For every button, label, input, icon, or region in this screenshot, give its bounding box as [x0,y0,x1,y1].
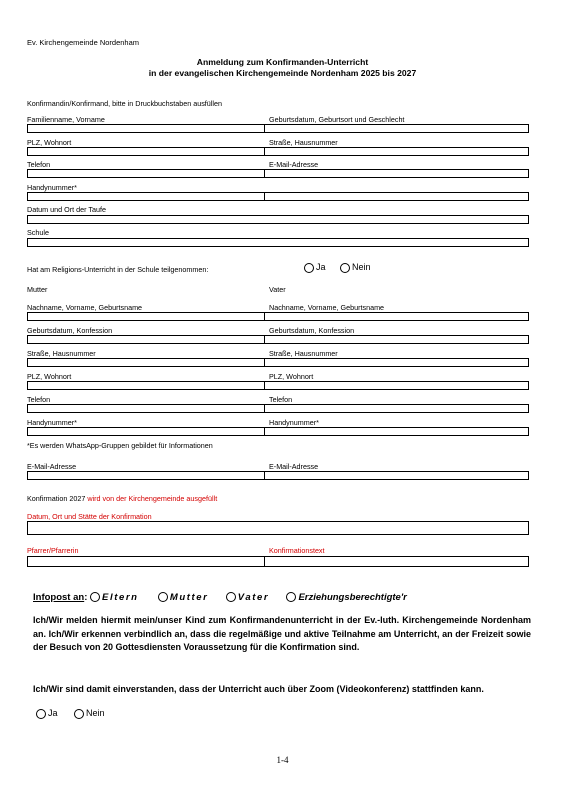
confirmation-heading [27,494,217,503]
radio-icon[interactable] [340,263,350,273]
father-street-label: Straße, Hausnummer [269,349,338,358]
whatsapp-note: *Es werden WhatsApp-Gruppen gebildet für Informationen [27,441,213,450]
radio-icon[interactable] [304,263,314,273]
father-phone-field[interactable] [264,404,529,413]
child-name-label: Familienname, Vorname [27,115,105,124]
father-mobile-field[interactable] [264,427,529,436]
child-city-field[interactable] [27,147,265,156]
religion-no-label: Nein [352,262,371,272]
father-email-label: E-Mail-Adresse [269,462,319,471]
mother-heading: Mutter [27,285,48,294]
confirmation-label: Konfirmation 2027 [27,494,86,503]
form-title-line1: Anmeldung zum Konfirmanden-Unterricht [196,57,369,67]
child-mobile-label: Handynummer* [27,183,77,192]
confirmation-text-field[interactable] [264,556,529,567]
child-birth-field[interactable] [264,124,529,133]
child-phone-field[interactable] [27,169,265,178]
zoom-consent-text: Ich/Wir sind damit einverstanden, dass der Unterricht auch über Zoom (Videokonferenz) stattfinden kann. [33,684,484,694]
child-mobile-field-right[interactable] [264,192,529,201]
mother-mobile-label: Handynummer* [27,418,77,427]
child-section-intro: Konfirmandin/Konfirmand, bitte in Druckbuchstaben ausfüllen [27,99,222,108]
child-baptism-label: Datum und Ort der Taufe [27,205,106,214]
confirmation-date-field[interactable] [27,521,529,535]
father-city-field[interactable] [264,381,529,390]
radio-icon[interactable] [226,592,236,602]
religion-yes-option[interactable] [304,262,326,273]
religion-no-option[interactable] [340,262,371,273]
zoom-yes-label: Ja [48,708,58,718]
child-street-field[interactable] [264,147,529,156]
mother-street-label: Straße, Hausnummer [27,349,96,358]
child-baptism-field[interactable] [27,215,529,224]
father-birth-field[interactable] [264,335,529,344]
mother-name-field[interactable] [27,312,265,321]
confirmation-office-note: wird von der Kirchengemeinde ausgefüllt [87,494,218,503]
pastor-label: Pfarrer/Pfarrerin [27,546,79,555]
infopost-mother: Mutter [169,592,209,603]
page-number: 1-4 [276,755,289,765]
father-name-label: Nachname, Vorname, Geburtsname [269,303,385,312]
radio-icon[interactable] [36,709,46,719]
infopost-row: Infopost an: Eltern Mutter Vater Erziehungsberechtigte'r [33,592,407,603]
child-phone-label: Telefon [27,160,51,169]
pastor-field[interactable] [27,556,265,567]
radio-icon[interactable] [286,592,296,602]
mother-city-field[interactable] [27,381,265,390]
mother-phone-label: Telefon [27,395,51,404]
father-birth-label: Geburtsdatum, Konfession [269,326,355,335]
father-phone-label: Telefon [269,395,293,404]
child-city-label: PLZ, Wohnort [27,138,72,147]
mother-birth-field[interactable] [27,335,265,344]
mother-email-field[interactable] [27,471,265,480]
father-mobile-label: Handynummer* [269,418,319,427]
child-email-label: E-Mail-Adresse [269,160,319,169]
zoom-no-label: Nein [86,708,105,718]
father-email-field[interactable] [264,471,529,480]
radio-icon[interactable] [158,592,168,602]
mother-street-field[interactable] [27,358,265,367]
radio-icon[interactable] [90,592,100,602]
child-street-label: Straße, Hausnummer [269,138,338,147]
religion-question: Hat am Religions-Unterricht in der Schule teilgenommen: [27,265,209,274]
organization-name: Ev. Kirchengemeinde Nordenham [27,38,140,47]
child-school-label: Schule [27,228,49,237]
radio-icon[interactable] [74,709,84,719]
mother-mobile-field[interactable] [27,427,265,436]
infopost-parents: Eltern [102,592,139,603]
zoom-yes-option[interactable] [36,708,58,719]
confirmation-text-label: Konfirmationstext [269,546,325,555]
infopost-guardian: Erziehungsberechtigte'r [298,592,407,603]
infopost-father: Vater [237,592,270,603]
father-city-label: PLZ, Wohnort [269,372,314,381]
confirmation-date-label: Datum, Ort und Stätte der Konfirmation [27,512,152,521]
father-heading: Vater [269,285,286,294]
zoom-no-option[interactable] [74,708,105,719]
child-mobile-field[interactable] [27,192,265,201]
mother-email-label: E-Mail-Adresse [27,462,77,471]
mother-name-label: Nachname, Vorname, Geburtsname [27,303,143,312]
child-birth-label: Geburtsdatum, Geburtsort und Geschlecht [269,115,405,124]
form-title-line2: in der evangelischen Kirchengemeinde Nordenham 2025 bis 2027 [148,68,417,78]
father-street-field[interactable] [264,358,529,367]
child-name-field[interactable] [27,124,265,133]
mother-birth-label: Geburtsdatum, Konfession [27,326,113,335]
religion-yes-label: Ja [316,262,326,272]
child-email-field[interactable] [264,169,529,178]
father-name-field[interactable] [264,312,529,321]
mother-city-label: PLZ, Wohnort [27,372,72,381]
mother-phone-field[interactable] [27,404,265,413]
registration-declaration: Ich/Wir melden hiermit mein/unser Kind zum Konfirmandenunterricht in der Ev.-luth. Kirchengemeinde Nordenham an. Ich/Wir erkennen verbindlich an, dass die regelmäßige und aktive Teilnahme am Unterricht, an der Freizeit sowie der Besuch von 20 Gottesdiensten Voraussetzung für die Konfirmation sind. [33,615,531,652]
infopost-label: Infopost an [33,592,85,603]
child-school-field[interactable] [27,238,529,247]
